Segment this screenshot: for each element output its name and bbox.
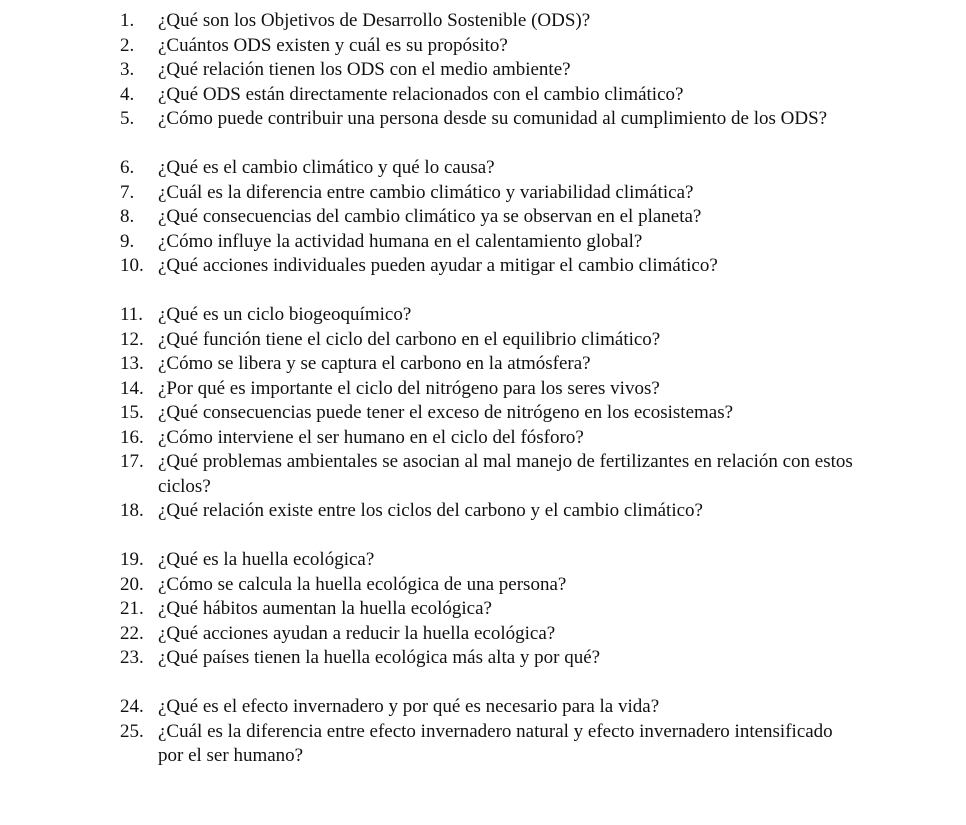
question-text: ¿Qué ODS están directamente relacionados con el cambio climático? — [158, 83, 684, 105]
question-item — [120, 622, 860, 647]
question-text: ¿Cómo puede contribuir una persona desde su comunidad al cumplimiento de los ODS? — [158, 108, 828, 129]
question-group-ecological-footprint — [120, 548, 860, 671]
question-item — [120, 499, 860, 524]
question-item — [120, 303, 860, 328]
question-item — [120, 401, 860, 426]
question-text: ¿Por qué es importante el ciclo del nitrógeno para los seres vivos? — [158, 377, 660, 399]
question-number: 18. — [120, 500, 144, 521]
question-text: ¿Qué países tienen la huella ecológica más alta y por qué? — [158, 647, 601, 668]
question-number: 24. — [120, 696, 144, 717]
question-text: ¿Qué relación existe entre los ciclos del carbono y el cambio climático? — [158, 500, 703, 521]
question-text: ¿Cómo se libera y se captura el carbono en la atmósfera? — [158, 353, 591, 374]
question-item — [120, 254, 860, 279]
question-number: 14. — [120, 377, 144, 399]
question-item — [120, 328, 860, 353]
question-number: 20. — [120, 573, 144, 595]
question-text: ¿Qué son los Objetivos de Desarrollo Sostenible (ODS)? — [158, 10, 591, 31]
question-item — [120, 352, 860, 377]
question-item — [120, 34, 860, 59]
question-number: 12. — [120, 328, 144, 350]
question-group-greenhouse-effect — [120, 695, 860, 769]
question-text: ¿Qué función tiene el ciclo del carbono en el equilibrio climático? — [158, 328, 661, 350]
question-text: ¿Qué relación tienen los ODS con el medio ambiente? — [158, 59, 571, 80]
question-number: 7. — [120, 181, 135, 203]
question-item — [120, 205, 860, 230]
question-text: ¿Qué es el cambio climático y qué lo causa? — [158, 157, 495, 178]
question-number: 6. — [120, 157, 135, 178]
question-text: ¿Qué problemas ambientales se asocian al mal manejo de fertilizantes en relación con estos ciclos? — [158, 451, 853, 497]
question-text: ¿Qué consecuencias del cambio climático ya se observan en el planeta? — [158, 206, 702, 227]
question-text: ¿Qué hábitos aumentan la huella ecológica? — [158, 598, 492, 619]
question-item — [120, 9, 860, 34]
question-text: ¿Qué consecuencias puede tener el exceso de nitrógeno en los ecosistemas? — [158, 402, 734, 423]
question-text: ¿Qué es el efecto invernadero y por qué es necesario para la vida? — [158, 696, 660, 717]
question-number: 2. — [120, 34, 135, 56]
question-item — [120, 230, 860, 255]
question-item — [120, 156, 860, 181]
question-number: 22. — [120, 622, 144, 644]
question-number: 17. — [120, 451, 144, 472]
question-number: 15. — [120, 402, 144, 423]
question-item — [120, 548, 860, 573]
question-item — [120, 695, 860, 720]
question-text: ¿Qué acciones individuales pueden ayudar a mitigar el cambio climático? — [158, 255, 718, 276]
question-number: 8. — [120, 206, 135, 227]
question-text: ¿Cuántos ODS existen y cuál es su propósito? — [158, 34, 508, 56]
question-text: ¿Qué es la huella ecológica? — [158, 549, 375, 570]
question-number: 23. — [120, 647, 144, 668]
question-group-ods — [120, 9, 860, 132]
question-item — [120, 573, 860, 598]
question-group-climate-change — [120, 156, 860, 279]
question-text: ¿Qué es un ciclo biogeoquímico? — [158, 304, 412, 325]
question-item — [120, 181, 860, 206]
question-number: 9. — [120, 230, 135, 252]
question-item — [120, 450, 860, 499]
question-text: ¿Qué acciones ayudan a reducir la huella ecológica? — [158, 622, 556, 644]
question-number: 21. — [120, 598, 144, 619]
question-text: ¿Cuál es la diferencia entre efecto invernadero natural y efecto invernadero intensificado por el ser humano? — [158, 720, 833, 766]
question-item — [120, 107, 860, 132]
question-item — [120, 377, 860, 402]
question-item — [120, 720, 860, 769]
question-text: ¿Cuál es la diferencia entre cambio climático y variabilidad climática? — [158, 181, 694, 203]
question-number: 16. — [120, 426, 144, 448]
question-text: ¿Cómo interviene el ser humano en el ciclo del fósforo? — [158, 426, 584, 448]
question-number: 13. — [120, 353, 144, 374]
question-item — [120, 597, 860, 622]
question-number: 25. — [120, 720, 144, 742]
question-number: 10. — [120, 255, 144, 276]
question-item — [120, 83, 860, 108]
question-item — [120, 646, 860, 671]
question-text: ¿Cómo influye la actividad humana en el calentamiento global? — [158, 230, 643, 252]
question-number: 3. — [120, 59, 135, 80]
question-number: 4. — [120, 83, 135, 105]
question-number: 11. — [120, 304, 144, 325]
question-item — [120, 58, 860, 83]
question-text: ¿Cómo se calcula la huella ecológica de una persona? — [158, 573, 567, 595]
question-number: 5. — [120, 108, 135, 129]
question-list — [120, 9, 860, 769]
question-item — [120, 426, 860, 451]
question-number: 19. — [120, 549, 144, 570]
question-number: 1. — [120, 10, 135, 31]
question-group-biogeochemical-cycles — [120, 303, 860, 524]
